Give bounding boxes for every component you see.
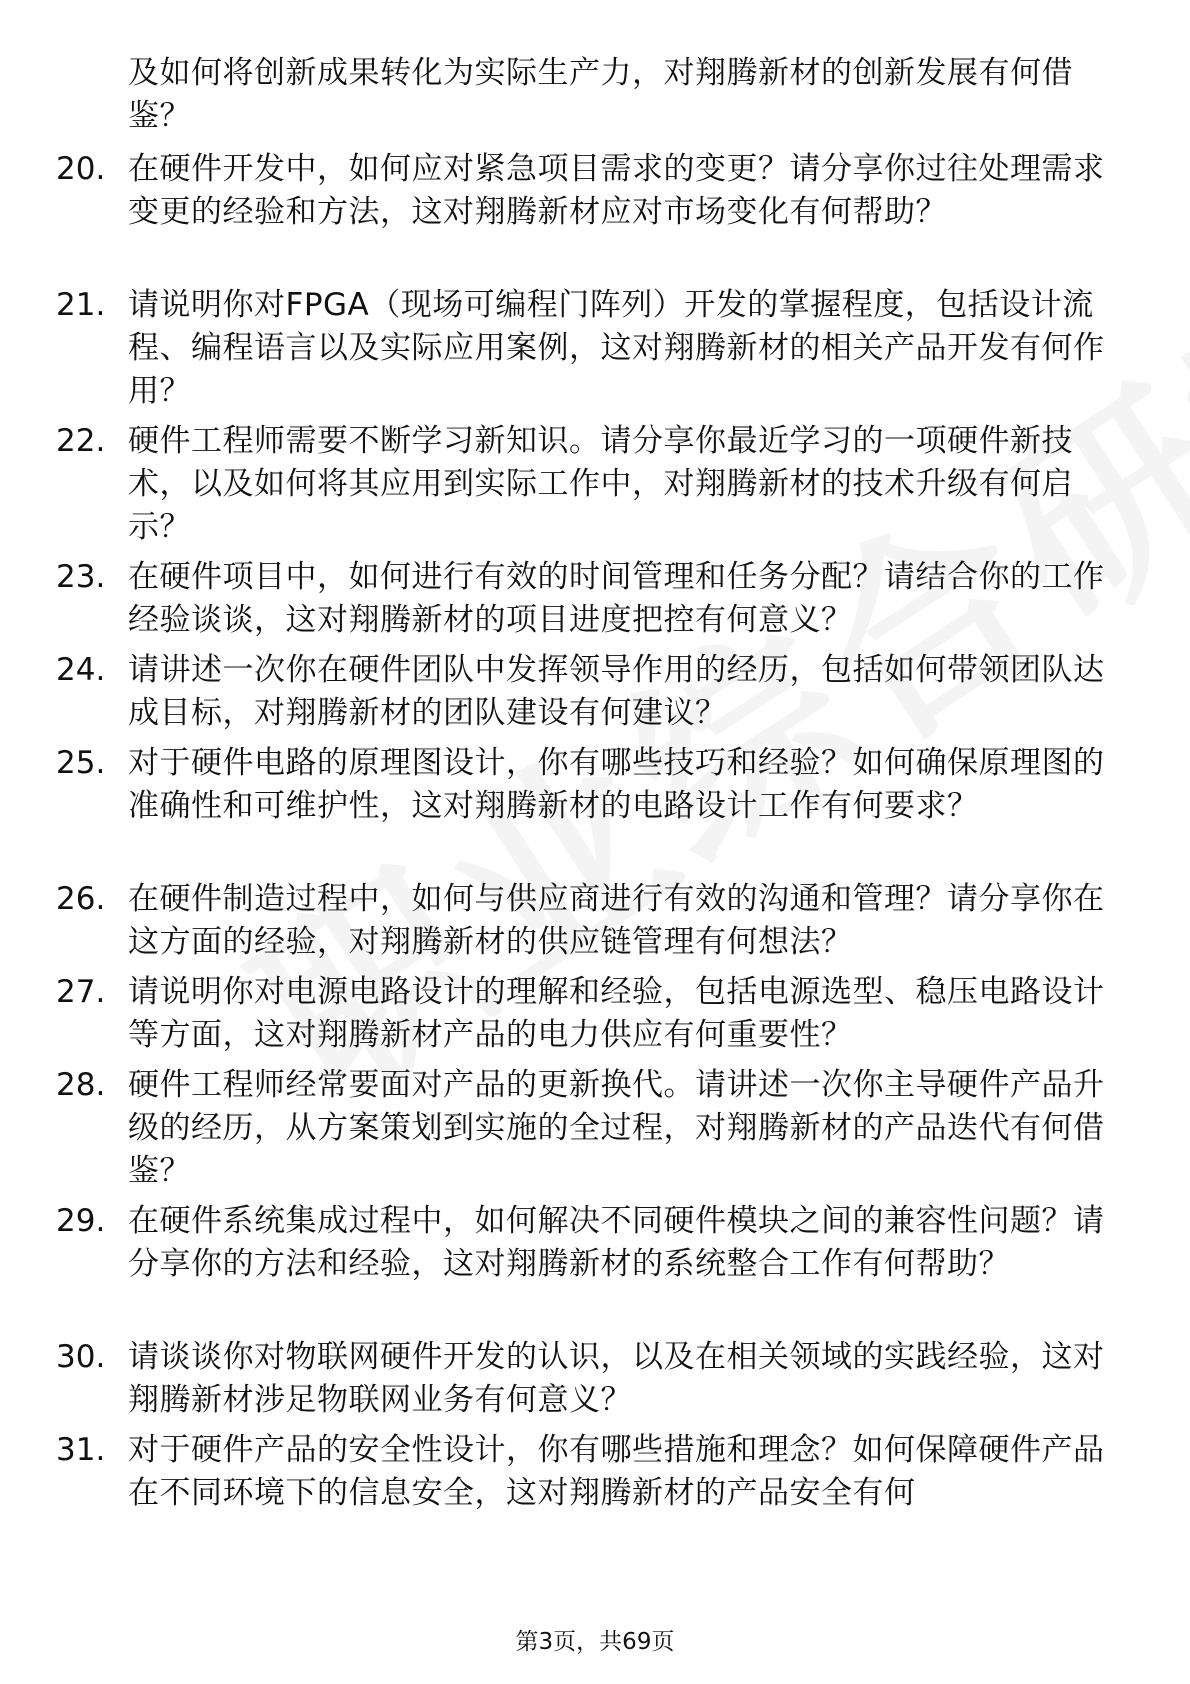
item-number: 23. bbox=[56, 559, 106, 595]
item-text: 请说明你对电源电路设计的理解和经验，包括电源选型、稳压电路设计等方面，这对翔腾新材产品的电力供应有何重要性？ bbox=[128, 974, 1105, 1053]
page-footer: 第3页，共69页 bbox=[515, 1629, 675, 1655]
item-text: 对于硬件产品的安全性设计，你有哪些措施和理念？如何保障硬件产品在不同环境下的信息安全，这对翔腾新材的产品安全有何 bbox=[128, 1432, 1105, 1511]
item-number: 22. bbox=[56, 423, 106, 459]
item-number: 30. bbox=[56, 1339, 106, 1375]
item-text: 请说明你对FPGA（现场可编程门阵列）开发的掌握程度，包括设计流程、编程语言以及实际应用案例，这对翔腾新材的相关产品开发有何作用？ bbox=[128, 287, 1105, 409]
item-number: 24. bbox=[56, 652, 106, 688]
item-number: 31. bbox=[56, 1432, 106, 1468]
item-text: 在硬件系统集成过程中，如何解决不同硬件模块之间的兼容性问题？请分享你的方法和经验，这对翔腾新材的系统整合工作有何帮助？ bbox=[128, 1203, 1105, 1282]
item-text: 请讲述一次你在硬件团队中发挥领导作用的经历，包括如何带领团队达成目标，对翔腾新材的团队建设有何建议？ bbox=[128, 652, 1105, 731]
item-number: 25. bbox=[56, 745, 106, 781]
item-text: 对于硬件电路的原理图设计，你有哪些技巧和经验？如何确保原理图的准确性和可维护性，这对翔腾新材的电路设计工作有何要求？ bbox=[128, 745, 1105, 824]
item-number: 21. bbox=[56, 287, 106, 323]
item-number: 29. bbox=[56, 1203, 106, 1239]
item-text: 在硬件项目中，如何进行有效的时间管理和任务分配？请结合你的工作经验谈谈，这对翔腾新材的项目进度把控有何意义？ bbox=[128, 559, 1105, 638]
item-number: 28. bbox=[56, 1067, 106, 1103]
item-number: 27. bbox=[56, 974, 106, 1010]
item-number: 26. bbox=[56, 881, 106, 917]
item-text: 请谈谈你对物联网硬件开发的认识，以及在相关领域的实践经验，这对翔腾新材涉足物联网业务有何意义？ bbox=[128, 1339, 1105, 1418]
item-text: 在硬件制造过程中，如何与供应商进行有效的沟通和管理？请分享你在这方面的经验，对翔腾新材的供应链管理有何想法？ bbox=[128, 881, 1105, 960]
item-text: 在硬件开发中，如何应对紧急项目需求的变更？请分享你过往处理需求变更的经验和方法，这对翔腾新材应对市场变化有何帮助？ bbox=[128, 151, 1105, 230]
item-text: 硬件工程师需要不断学习新知识。请分享你最近学习的一项硬件新技术，以及如何将其应用到实际工作中，对翔腾新材的技术升级有何启示？ bbox=[128, 423, 1073, 545]
item-number: 20. bbox=[56, 151, 106, 187]
item-text: 硬件工程师经常要面对产品的更新换代。请讲述一次你主导硬件产品升级的经历，从方案策划到实施的全过程，对翔腾新材的产品迭代有何借鉴？ bbox=[128, 1067, 1105, 1189]
continuation-text: 及如何将创新成果转化为实际生产力，对翔腾新材的创新发展有何借鉴？ bbox=[128, 55, 1073, 134]
